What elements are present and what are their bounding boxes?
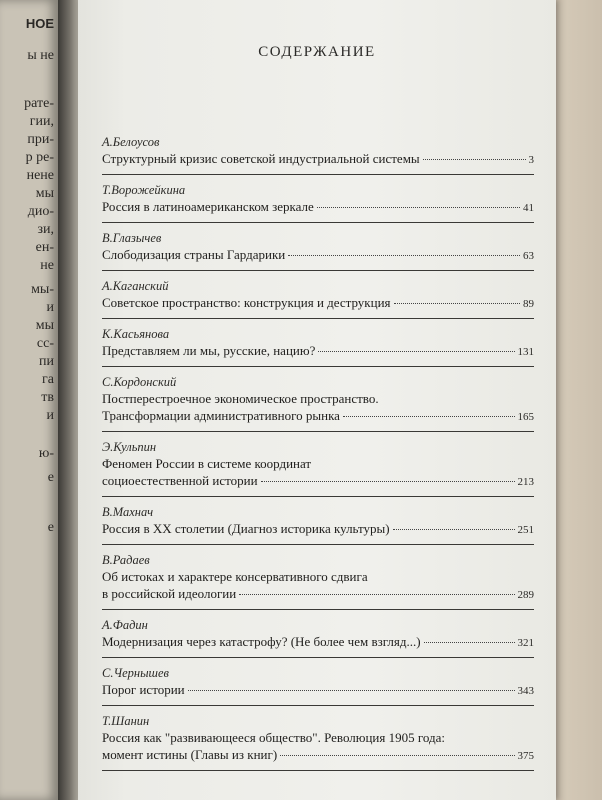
entry-title: Россия как "развивающееся общество". Революция 1905 года: [102,730,445,745]
entry-page-number: 131 [517,346,534,358]
left-page-fragment: е [47,470,54,485]
leader-dots [393,529,515,530]
leader-dots [343,416,515,417]
left-page-fragment: е [47,520,54,535]
entry-separator [102,770,534,771]
entry-page-number: 251 [517,524,534,536]
leader-dots [394,303,520,304]
entry-page-number: 213 [517,476,534,488]
entry-page-number: 89 [523,298,534,310]
entry-separator [102,705,534,706]
leader-dots [424,642,515,643]
left-page-fragment: дио- [27,204,54,219]
entry-title: Россия в латиноамериканском зеркале [102,199,314,214]
entry-title-line [102,246,534,265]
entry-title-line [102,746,534,765]
toc-entry [102,552,534,610]
toc-entry [102,326,534,367]
left-page-fragment: не [40,258,54,273]
toc-entry [102,617,534,658]
entry-separator [102,609,534,610]
entry-page-number: 165 [517,411,534,423]
left-page-fragment: сс- [36,336,54,351]
left-page-fragment: га [42,372,54,387]
left-page-fragment: ен- [35,240,54,255]
entry-separator [102,270,534,271]
entry-page-number: 343 [517,685,534,697]
left-page-fragment: мы [35,186,54,201]
entry-title: Представляем ли мы, русские, нацию? [102,343,316,358]
left-page-fragment: зи, [37,222,54,237]
toc-entry [102,504,534,545]
left-page-fragment: гии, [29,114,54,129]
entry-title-line [102,633,534,652]
entry-title: Структурный кризис советской индустриальной системы [102,151,420,166]
entry-author: К.Касьянова [102,327,170,341]
entry-author: А.Белоусов [102,135,160,149]
entry-author: А.Каганский [102,279,169,293]
entry-title: Трансформации административного рынка [102,408,340,423]
toc-entry [102,278,534,319]
book-gutter [58,0,80,800]
entry-title-line [102,150,534,169]
left-page-fragment: рате- [24,96,54,111]
entry-separator [102,496,534,497]
left-page-fragment: ю- [38,446,54,461]
entry-separator [102,318,534,319]
entry-title-line [102,342,534,361]
page-title: СОДЕРЖАНИЕ [258,44,376,60]
leader-dots [188,690,515,691]
entry-separator [102,657,534,658]
entry-separator [102,174,534,175]
left-page-fragment: нене [26,168,54,183]
left-page-fragment: пи [39,354,54,369]
entry-title: Модернизация через катастрофу? (Не более чем взгляд...) [102,634,421,649]
entry-page-number: 321 [517,637,534,649]
entry-title-line [102,568,534,585]
entry-separator [102,366,534,367]
left-page-fragment: НОЕ [25,16,54,31]
entry-title-line [102,390,534,407]
contents-page [78,0,556,800]
leader-dots [423,159,526,160]
left-page-fragment: тв [41,390,54,405]
left-page-fragment: мы [35,318,54,333]
left-page-fragment: р ре- [25,150,54,165]
leader-dots [280,755,514,756]
entry-title: социоестественной истории [102,473,258,488]
entry-title-line [102,294,534,313]
entry-title: Слободизация страны Гардарики [102,247,286,262]
entry-separator [102,431,534,432]
entry-title-line [102,455,534,472]
entry-page-number: 41 [523,202,534,214]
entry-title-line [102,407,534,426]
entry-separator [102,544,534,545]
leader-dots [239,594,514,595]
toc-entry [102,230,534,271]
toc-entry [102,374,534,432]
left-page-fragment: и [46,408,54,423]
left-page [0,0,58,800]
entry-title-line [102,585,534,604]
leader-dots [317,207,520,208]
entry-title: Феномен России в системе координат [102,456,312,471]
toc-entry [102,439,534,497]
toc-entry [102,665,534,706]
toc-entry [102,134,534,175]
entry-page-number: 375 [517,750,534,762]
entry-title: в российской идеологии [102,586,237,601]
leader-dots [288,255,520,256]
entry-title: Порог истории [102,682,185,697]
entry-title: Россия в XX столетии (Диагноз историка культуры) [102,521,390,536]
entry-title-line [102,472,534,491]
left-page-fragment: при- [27,132,54,147]
entry-page-number: 289 [517,589,534,601]
entry-author: А.Фадин [102,618,148,632]
entry-title-line [102,520,534,539]
left-page-fragment: ы не [27,48,54,63]
entry-title: Постперестроечное экономическое пространство. [102,391,379,406]
entry-author: Т.Ворожейкина [102,183,186,197]
entry-author: В.Махнач [102,505,154,519]
entry-author: С.Кордонский [102,375,177,389]
page-edges [552,0,602,800]
toc-entry [102,713,534,771]
entry-author: В.Радаев [102,553,150,567]
left-page-fragment: и [46,300,54,315]
entry-title-line [102,729,534,746]
entry-title: Советское пространство: конструкция и деструкция [102,295,391,310]
entry-title-line [102,681,534,700]
leader-dots [318,351,514,352]
leader-dots [261,481,515,482]
entry-author: Э.Кульпин [102,440,157,454]
entry-title: Об истоках и характере консервативного сдвига [102,569,368,584]
entry-page-number: 63 [523,250,534,262]
entry-author: С.Чернышев [102,666,169,680]
entry-author: В.Глазычев [102,231,162,245]
entry-title-line [102,198,534,217]
entry-page-number: 3 [528,154,534,166]
toc-entry [102,182,534,223]
entry-title: момент истины (Главы из книг) [102,747,278,762]
entry-author: Т.Шанин [102,714,150,728]
entry-separator [102,222,534,223]
left-page-fragment: мы- [31,282,54,297]
table-of-contents [102,134,534,778]
